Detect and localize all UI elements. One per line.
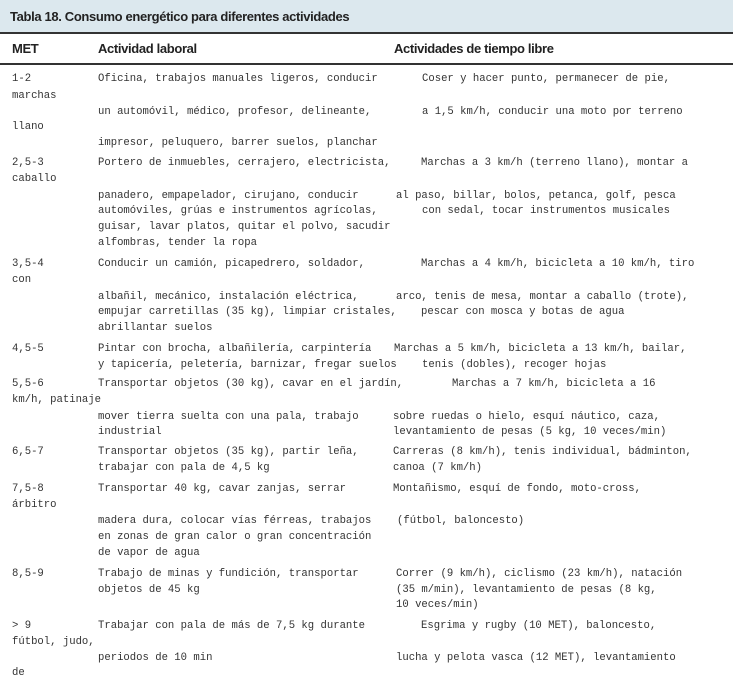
row-2-tiempo-libre-text: al paso, billar, bolos, petanca, golf, pesca bbox=[396, 190, 676, 202]
row-7-met-value: árbitro bbox=[12, 499, 57, 511]
row-6-met-value: 6,5-7 bbox=[12, 446, 44, 458]
header-actividades-tiempo-libre: Actividades de tiempo libre bbox=[394, 41, 554, 56]
row-3-tiempo-libre-text: arco, tenis de mesa, montar a caballo (trote), bbox=[396, 291, 689, 303]
row-1-actividad-laboral-text: impresor, peluquero, barrer suelos, planchar bbox=[98, 137, 378, 149]
row-3-actividad-laboral-text: albañil, mecánico, instalación eléctrica, bbox=[98, 291, 359, 303]
row-1-met-value: 1-2 bbox=[12, 73, 32, 85]
row-8-actividad-laboral-text: objetos de 45 kg bbox=[98, 584, 200, 596]
row-4-actividad-laboral-text: y tapicería, peletería, barnizar, fregar suelos bbox=[98, 359, 397, 371]
row-6-actividad-laboral-text: trabajar con pala de 4,5 kg bbox=[98, 462, 270, 474]
row-5-tiempo-libre-text: levantamiento de pesas (5 kg, 10 veces/min) bbox=[393, 426, 667, 438]
row-9-tiempo-libre-text: Esgrima y rugby (10 MET), baloncesto, bbox=[421, 620, 657, 632]
row-4-tiempo-libre-text: Marchas a 5 km/h, bicicleta a 13 km/h, bailar, bbox=[394, 343, 687, 355]
row-1-actividad-laboral-text: Oficina, trabajos manuales ligeros, conducir bbox=[98, 73, 378, 85]
row-8-tiempo-libre-text: Correr (9 km/h), ciclismo (23 km/h), natación bbox=[396, 568, 683, 580]
row-9-actividad-laboral-text: Trabajar con pala de más de 7,5 kg durante bbox=[98, 620, 366, 632]
row-5-met-value: km/h, patinaje bbox=[12, 394, 102, 406]
row-6-actividad-laboral-text: Transportar objetos (35 kg), partir leña, bbox=[98, 446, 359, 458]
row-1-met-value: marchas bbox=[12, 90, 57, 102]
row-5-tiempo-libre-text: sobre ruedas o hielo, esquí náutico, caza, bbox=[393, 411, 661, 423]
row-2-actividad-laboral-text: alfombras, tender la ropa bbox=[98, 237, 257, 249]
row-4-actividad-laboral-text: Pintar con brocha, albañilería, carpintería bbox=[98, 343, 372, 355]
row-3-tiempo-libre-text: Marchas a 4 km/h, bicicleta a 10 km/h, tiro bbox=[421, 258, 695, 270]
row-7-tiempo-libre-text: (fútbol, baloncesto) bbox=[397, 515, 525, 527]
row-7-actividad-laboral-text: madera dura, colocar vías férreas, trabajos bbox=[98, 515, 372, 527]
row-9-met-value: fútbol, judo, bbox=[12, 636, 95, 648]
row-3-actividad-laboral-text: Conducir un camión, picapedrero, soldador, bbox=[98, 258, 366, 270]
row-6-tiempo-libre-text: canoa (7 km/h) bbox=[393, 462, 483, 474]
row-9-met-value: de bbox=[12, 667, 25, 679]
row-2-met-value: 2,5-3 bbox=[12, 157, 44, 169]
row-5-actividad-laboral-text: Transportar objetos (30 kg), cavar en el jardín, bbox=[98, 378, 404, 390]
row-4-met-value: 4,5-5 bbox=[12, 343, 44, 355]
row-8-tiempo-libre-text: (35 m/min), levantamiento de pesas (8 kg, bbox=[396, 584, 657, 596]
row-8-tiempo-libre-text: 10 veces/min) bbox=[396, 599, 479, 611]
row-2-tiempo-libre-text: Marchas a 3 km/h (terreno llano), montar a bbox=[421, 157, 689, 169]
row-3-met-value: 3,5-4 bbox=[12, 258, 44, 270]
row-7-actividad-laboral-text: Transportar 40 kg, cavar zanjas, serrar bbox=[98, 483, 346, 495]
row-2-met-value: caballo bbox=[12, 173, 57, 185]
row-9-tiempo-libre-text: lucha y pelota vasca (12 MET), levantamiento bbox=[396, 652, 676, 664]
row-7-actividad-laboral-text: en zonas de gran calor o gran concentración bbox=[98, 531, 372, 543]
row-7-actividad-laboral-text: de vapor de agua bbox=[98, 547, 200, 559]
row-5-actividad-laboral-text: mover tierra suelta con una pala, trabajo bbox=[98, 411, 359, 423]
row-6-tiempo-libre-text: Carreras (8 km/h), tenis individual, bádminton, bbox=[393, 446, 692, 458]
row-1-tiempo-libre-text: Coser y hacer punto, permanecer de pie, bbox=[422, 73, 670, 85]
header-divider bbox=[0, 63, 733, 65]
row-5-met-value: 5,5-6 bbox=[12, 378, 44, 390]
row-7-met-value: 7,5-8 bbox=[12, 483, 44, 495]
row-2-actividad-laboral-text: panadero, empapelador, cirujano, conducir bbox=[98, 190, 359, 202]
row-9-actividad-laboral-text: periodos de 10 min bbox=[98, 652, 213, 664]
row-1-actividad-laboral-text: un automóvil, médico, profesor, delineante, bbox=[98, 106, 372, 118]
row-1-tiempo-libre-text: a 1,5 km/h, conducir una moto por terreno bbox=[422, 106, 683, 118]
header-met: MET bbox=[12, 41, 39, 56]
row-3-met-value: con bbox=[12, 274, 32, 286]
row-7-tiempo-libre-text: Montañismo, esquí de fondo, moto-cross, bbox=[393, 483, 641, 495]
row-2-tiempo-libre-text: con sedal, tocar instrumentos musicales bbox=[422, 205, 670, 217]
row-2-actividad-laboral-text: guisar, lavar platos, quitar el polvo, sacudir bbox=[98, 221, 391, 233]
row-5-tiempo-libre-text: Marchas a 7 km/h, bicicleta a 16 bbox=[452, 378, 656, 390]
row-1-met-value: llano bbox=[12, 121, 44, 133]
row-5-actividad-laboral-text: industrial bbox=[98, 426, 162, 438]
row-3-actividad-laboral-text: abrillantar suelos bbox=[98, 322, 213, 334]
table-title: Tabla 18. Consumo energético para diferentes actividades bbox=[10, 9, 350, 24]
row-3-actividad-laboral-text: empujar carretillas (35 kg), limpiar cristales, bbox=[98, 306, 397, 318]
row-8-actividad-laboral-text: Trabajo de minas y fundición, transportar bbox=[98, 568, 359, 580]
row-2-actividad-laboral-text: Portero de inmuebles, cerrajero, electricista, bbox=[98, 157, 391, 169]
row-4-tiempo-libre-text: tenis (dobles), recoger hojas bbox=[422, 359, 607, 371]
row-3-tiempo-libre-text: pescar con mosca y botas de agua bbox=[421, 306, 625, 318]
row-2-actividad-laboral-text: automóviles, grúas e instrumentos agrícolas, bbox=[98, 205, 378, 217]
header-actividad-laboral: Actividad laboral bbox=[98, 41, 197, 56]
row-8-met-value: 8,5-9 bbox=[12, 568, 44, 580]
table-title-bar bbox=[0, 0, 733, 34]
row-9-met-value: > 9 bbox=[12, 620, 32, 632]
